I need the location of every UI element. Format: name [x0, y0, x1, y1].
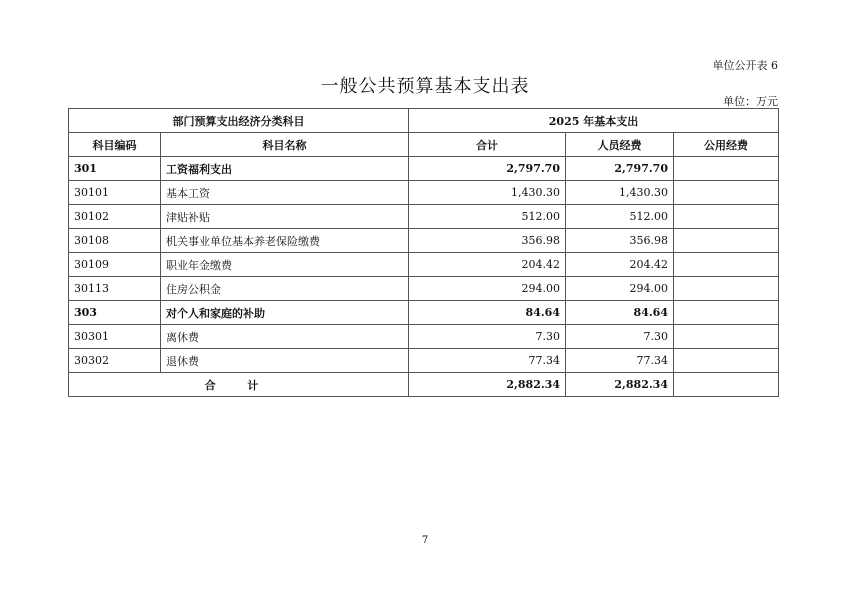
cell-public	[674, 301, 779, 325]
cell-code: 30109	[69, 253, 161, 277]
cell-total: 1,430.30	[409, 181, 566, 205]
cell-personnel: 512.00	[566, 205, 674, 229]
cell-name: 住房公积金	[161, 277, 409, 301]
table-row	[69, 157, 779, 181]
cell-code: 303	[69, 301, 161, 325]
table-row	[69, 253, 779, 277]
cell-name: 基本工资	[161, 181, 409, 205]
cell-code: 301	[69, 157, 161, 181]
group-header-basic-expenditure: 2025 年基本支出	[409, 109, 779, 133]
cell-personnel: 2,797.70	[566, 157, 674, 181]
column-header-total: 合计	[409, 133, 566, 157]
total-cell-total: 2,882.34	[409, 373, 566, 397]
page-title: 一般公共预算基本支出表	[320, 76, 530, 97]
cell-total: 294.00	[409, 277, 566, 301]
cell-code: 30113	[69, 277, 161, 301]
cell-public	[674, 253, 779, 277]
table-row	[69, 229, 779, 253]
total-row	[69, 373, 779, 397]
cell-name: 对个人和家庭的补助	[161, 301, 409, 325]
cell-total: 2,797.70	[409, 157, 566, 181]
cell-total: 84.64	[409, 301, 566, 325]
cell-name: 离休费	[161, 325, 409, 349]
cell-name: 津贴补贴	[161, 205, 409, 229]
cell-personnel: 294.00	[566, 277, 674, 301]
table-row	[69, 349, 779, 373]
cell-public	[674, 349, 779, 373]
page-number: 7	[421, 535, 429, 546]
cell-name: 工资福利支出	[161, 157, 409, 181]
table-row	[69, 277, 779, 301]
table-number: 单位公开表 6	[712, 59, 778, 72]
column-header-code: 科目编码	[69, 133, 161, 157]
cell-total: 204.42	[409, 253, 566, 277]
cell-personnel: 204.42	[566, 253, 674, 277]
cell-personnel: 77.34	[566, 349, 674, 373]
table-row	[69, 325, 779, 349]
total-label: 合 计	[69, 373, 409, 397]
cell-name: 退休费	[161, 349, 409, 373]
total-cell-personnel: 2,882.34	[566, 373, 674, 397]
cell-public	[674, 157, 779, 181]
cell-total: 356.98	[409, 229, 566, 253]
cell-personnel: 84.64	[566, 301, 674, 325]
cell-personnel: 1,430.30	[566, 181, 674, 205]
total-cell-public	[674, 373, 779, 397]
cell-total: 7.30	[409, 325, 566, 349]
table-group-header-row	[69, 109, 779, 133]
table-row	[69, 181, 779, 205]
column-header-personnel: 人员经费	[566, 133, 674, 157]
cell-public	[674, 181, 779, 205]
cell-code: 30302	[69, 349, 161, 373]
column-header-public: 公用经费	[674, 133, 779, 157]
table-column-header-row	[69, 133, 779, 157]
table-row	[69, 205, 779, 229]
cell-name: 职业年金缴费	[161, 253, 409, 277]
cell-personnel: 356.98	[566, 229, 674, 253]
table-row	[69, 301, 779, 325]
cell-code: 30102	[69, 205, 161, 229]
cell-public	[674, 277, 779, 301]
budget-table	[68, 108, 779, 397]
cell-total: 512.00	[409, 205, 566, 229]
cell-public	[674, 325, 779, 349]
unit-label: 单位：万元	[723, 95, 778, 108]
cell-public	[674, 205, 779, 229]
cell-name: 机关事业单位基本养老保险缴费	[161, 229, 409, 253]
cell-personnel: 7.30	[566, 325, 674, 349]
cell-code: 30108	[69, 229, 161, 253]
cell-total: 77.34	[409, 349, 566, 373]
cell-code: 30101	[69, 181, 161, 205]
column-header-name: 科目名称	[161, 133, 409, 157]
group-header-classification: 部门预算支出经济分类科目	[69, 109, 409, 133]
cell-code: 30301	[69, 325, 161, 349]
cell-public	[674, 229, 779, 253]
